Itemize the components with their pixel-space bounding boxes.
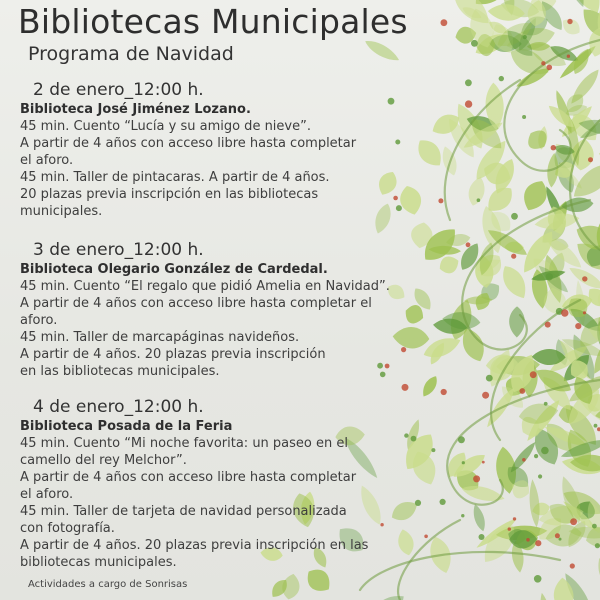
event-block-jan-2 [20,80,460,220]
berry-dot [441,389,447,395]
berry-dot [534,575,542,583]
leaf-shape [592,553,600,596]
event-detail-line: camello del rey Melchor”. [20,453,187,468]
event-detail-line: bibliotecas municipales. [20,555,177,570]
berry-dot [523,35,527,39]
leaf-shape [518,176,552,214]
berry-dot [561,309,568,316]
event-detail-line: A partir de 4 años con acceso libre hasta completar [20,470,357,485]
berry-dot [544,402,548,406]
berry-dot [567,55,570,58]
event-block-jan-3 [20,240,460,380]
berry-dot [513,517,516,520]
berry-dot [592,524,597,529]
berry-dot [570,563,575,568]
berry-dot [511,213,518,220]
event-date: 4 de enero_12:00 h. [33,397,204,417]
event-detail-line: A partir de 4 años con acceso libre hasta completar [20,136,357,151]
event-venue: Biblioteca Posada de la Feria [20,419,233,434]
event-detail-line: A partir de 4 años con acceso libre hasta completar el [20,296,372,311]
berry-dot [547,65,553,71]
berry-dot [473,475,480,482]
berry-dot [441,19,448,26]
berry-dot [530,371,537,378]
berry-dot [482,461,485,464]
berry-dot [477,198,481,202]
event-detail-line: A partir de 4 años. 20 plazas previa inscripción [20,347,326,362]
berry-dot [461,514,464,517]
berry-dot [588,157,593,162]
berry-dot [538,474,542,478]
berry-dot [526,538,530,542]
berry-dot [519,388,525,394]
leaf-shape [466,175,488,208]
berry-dot [402,384,409,391]
berry-dot [462,461,465,464]
leaf-shape [559,15,584,39]
footer-credit: Actividades a cargo de Sonrisas [28,579,188,590]
event-detail-line: 45 min. Taller de pintacaras. A partir de 4 años. [20,170,330,185]
event-detail-line: el aforo. [20,487,74,502]
leaf-shape [280,572,302,600]
berry-dot [486,375,493,382]
event-detail-line: 45 min. Cuento “Mi noche favorita: un paseo en el [20,436,348,451]
leaf-shape [523,126,551,154]
event-date: 3 de enero_12:00 h. [33,240,204,260]
event-detail-line: 45 min. Cuento “El regalo que pidió Amelia en Navidad”. [20,279,390,294]
leaf-shape [537,592,553,600]
berry-dot [522,458,526,462]
berry-dot [541,61,545,65]
event-detail-line: 45 min. Cuento “Lucía y su amigo de nieve”. [20,119,311,134]
berry-dot [535,540,541,546]
event-detail-line: en las bibliotecas municipales. [20,364,220,379]
event-block-jan-4 [20,397,460,571]
event-detail-line: con fotografía. [20,521,115,536]
berry-dot [541,447,549,455]
event-detail-line: municipales. [20,204,103,219]
event-detail-line: 45 min. Taller de tarjeta de navidad personalizada [20,504,347,519]
event-detail-line: 45 min. Taller de marcapáginas navideños. [20,330,300,345]
poster-subtitle: Programa de Navidad [28,43,234,65]
berry-dot [522,115,526,119]
event-detail-line: aforo. [20,313,58,328]
event-detail-line: el aforo. [20,153,74,168]
berry-dot [559,538,562,541]
berry-dot [555,533,560,538]
berry-dot [594,424,598,428]
berry-dot [595,543,600,548]
berry-dot [570,518,577,525]
event-date: 2 de enero_12:00 h. [33,80,204,100]
berry-dot [471,40,478,47]
leaf-shape [509,306,525,337]
berry-dot [582,276,587,281]
berry-dot [545,322,551,328]
berry-dot [575,323,581,329]
poster-title: Bibliotecas Municipales [18,2,408,41]
berry-dot [466,242,471,247]
event-venue: Biblioteca José Jiménez Lozano. [20,102,251,117]
berry-dot [567,19,572,24]
berry-dot [511,254,516,259]
leaf-shape [471,503,488,533]
event-venue: Biblioteca Olegario González de Cardedal. [20,262,328,277]
berry-dot [465,79,472,86]
berry-dot [534,454,538,458]
event-detail-line: 20 plazas previa inscripción en las bibliotecas [20,187,319,202]
berry-dot [479,534,485,540]
berry-dot [508,527,511,530]
berry-dot [583,311,586,314]
event-detail-line: A partir de 4 años. 20 plazas previa inscripción en las [20,538,369,553]
berry-dot [551,145,556,150]
berry-dot [465,100,472,107]
berry-dot [546,273,553,280]
leaf-shape [365,589,409,600]
berry-dot [482,392,489,399]
berry-dot [499,76,504,81]
